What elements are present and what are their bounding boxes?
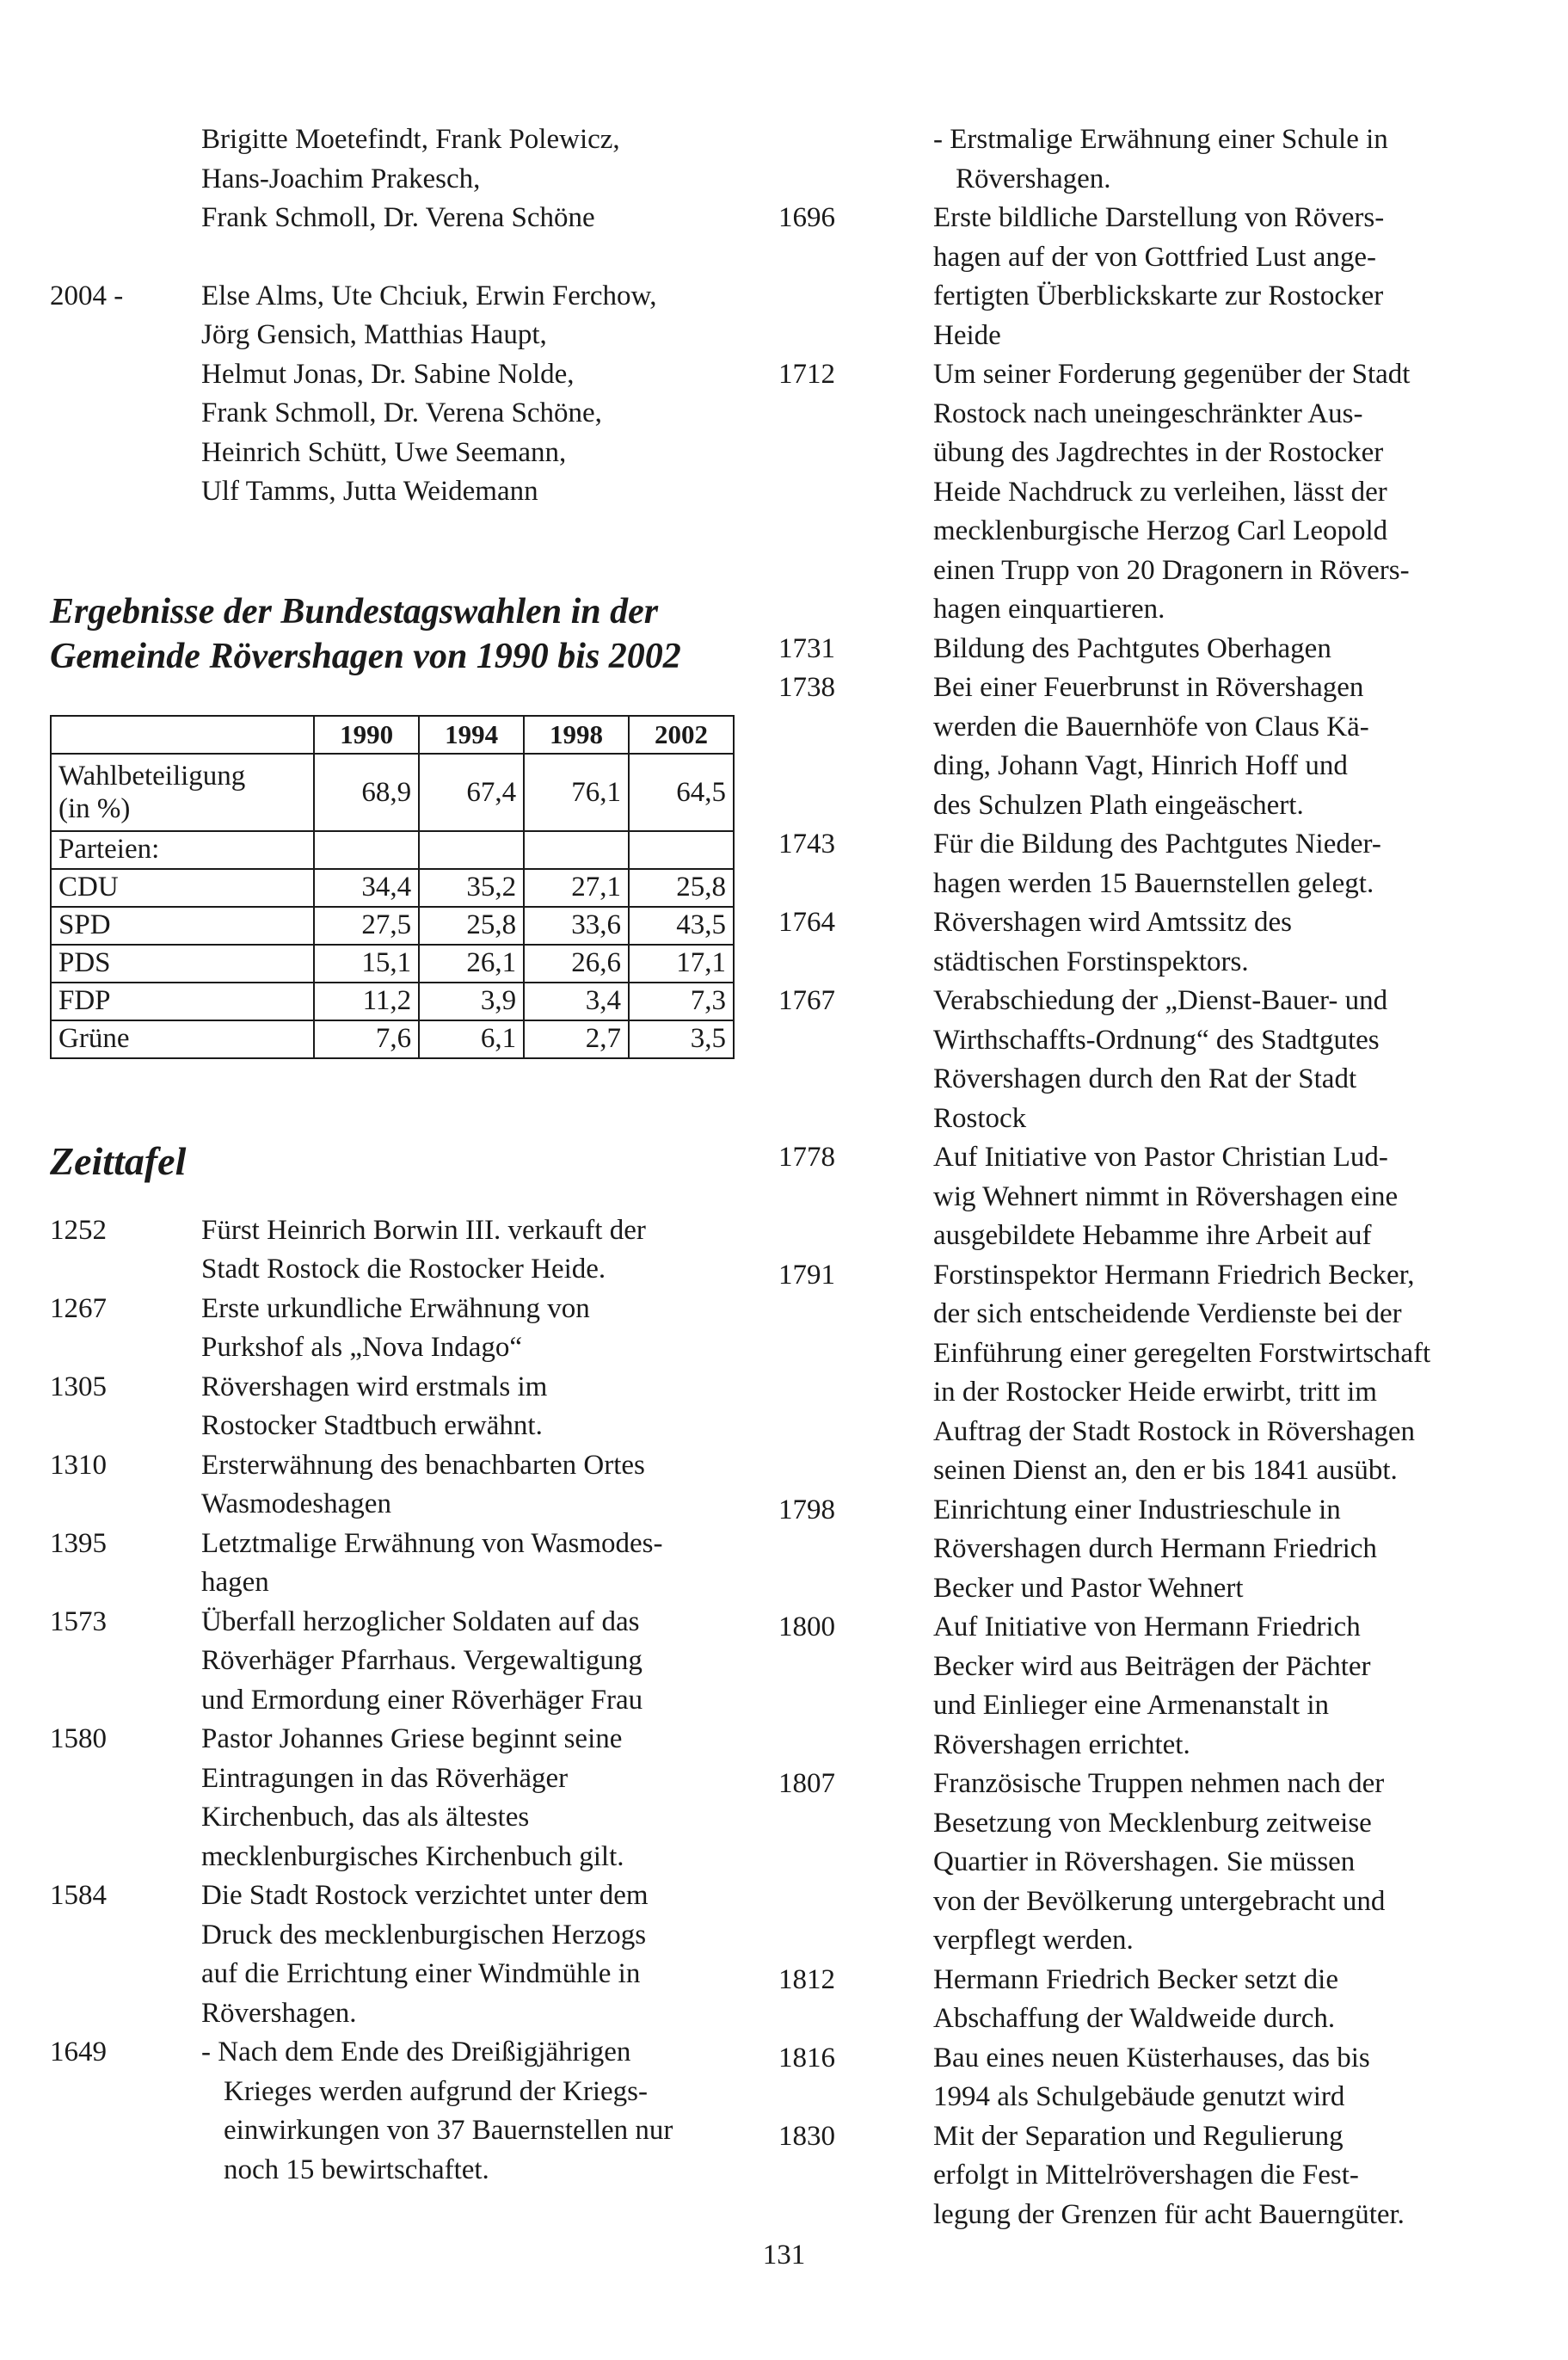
turnout-row [51,754,734,831]
text-line: und Einlieger eine Armenanstalt in [933,1690,1330,1721]
text-line: - Nach dem Ende des Dreißigjährigen [201,2037,631,2067]
text-line: Rostock nach uneingeschränkter Aus- [933,397,1363,429]
text-line: Druck des mecklenburgischen Herzogs [201,1919,647,1950]
timeline-entry [778,1491,1479,1609]
timeline-entry [50,1603,738,1721]
year-header: 1998 [524,716,629,754]
text-line: Becker wird aus Beiträgen der Pächter [933,1650,1371,1682]
text-line: von der Bevölkerung untergebracht und [933,1885,1386,1917]
text-line: Rövershagen. [201,1997,357,2029]
text-line: Einrichtung einer Industrieschule in [933,1494,1341,1525]
timeline-text [933,1961,1479,2039]
text-line: Auf Initiative von Pastor Christian Lud- [933,1142,1388,1173]
party-name: SPD [51,907,314,945]
turnout-value: 68,9 [314,754,419,831]
text-line: Jörg Gensich, Matthias Haupt, [201,319,547,350]
member-group-2004 [50,277,738,512]
text-line: Um seiner Forderung gegenüber der Stadt [933,359,1411,390]
timeline-year: 1778 [778,1142,835,1173]
text-line: Forstinspektor Hermann Friedrich Becker, [933,1259,1415,1291]
text-line: Auf Initiative von Hermann Friedrich [933,1611,1361,1642]
table-corner-cell [51,716,314,754]
text-line: noch 15 bewirtschaftet. [224,2154,489,2185]
timeline-year: 1310 [50,1449,107,1481]
text-line: Becker und Pastor Wehnert [933,1572,1244,1604]
timeline-entry [50,1720,738,1876]
year-header: 1990 [314,716,419,754]
text-line: Rövershagen. [956,163,1111,194]
timeline-year: 1252 [50,1214,107,1246]
member-names [201,120,738,238]
election-heading [50,589,738,679]
timeline-text [933,1256,1479,1491]
party-row [51,945,734,983]
text-line: Eintragungen in das Röverhäger [201,1762,569,1794]
timeline-entry [778,669,1479,825]
text-line: fertigten Überblickskarte zur Rostocker [933,280,1384,311]
timeline-entry [50,1876,738,2033]
text-line: Stadt Rostock die Rostocker Heide. [201,1254,606,1285]
turnout-value: 76,1 [524,754,629,831]
timeline-text [933,1138,1479,1256]
party-value: 15,1 [314,945,419,983]
timeline-text [933,630,1479,669]
text-line: Auftrag der Stadt Rostock in Rövershagen [933,1415,1415,1447]
text-line: Abschaffung der Waldweide durch. [933,2003,1336,2034]
timeline-text [201,1368,738,1446]
text-line: Frank Schmoll, Dr. Verena Schöne, [201,397,602,428]
text-line: Bau eines neuen Küsterhauses, das bis [933,2042,1370,2073]
timeline-year: 1743 [778,829,835,860]
member-group-label: 2004 - [50,280,124,311]
election-heading-line-1: Ergebnisse der Bundestagswahlen in der [50,591,659,632]
text-line: des Schulzen Plath eingeäschert. [933,789,1304,821]
text-line: Besetzung von Mecklenburg zeitweise [933,1807,1372,1839]
timeline-text [933,120,1479,199]
timeline-year: 1812 [778,1963,835,1995]
timeline-text [201,1290,738,1368]
text-line: Letztmalige Erwähnung von Wasmodes- [201,1527,663,1559]
left-column [50,120,738,2190]
party-value: 17,1 [629,945,734,983]
text-line: Erste urkundliche Erwähnung von [201,1292,590,1324]
text-line: auf die Errichtung einer Windmühle in [201,1958,641,1989]
party-row [51,907,734,945]
party-name: Grüne [51,1020,314,1058]
text-line: Rövershagen wird erstmals im [201,1371,548,1402]
text-line: Kirchenbuch, das als ältestes [201,1802,530,1833]
party-value: 3,5 [629,1020,734,1058]
text-line: ding, Johann Vagt, Hinrich Hoff und [933,750,1348,781]
turnout-value: 67,4 [419,754,524,831]
election-results-table [50,715,735,1059]
timeline-text [933,982,1479,1138]
text-line: erfolgt in Mittelrövershagen die Fest- [933,2160,1359,2191]
party-value: 27,1 [524,869,629,907]
timeline-entry [50,1446,738,1525]
timeline-year: 1800 [778,1611,835,1642]
party-value: 43,5 [629,907,734,945]
text-line: Purkshof als „Nova Indago“ [201,1332,522,1363]
turnout-value: 64,5 [629,754,734,831]
party-row [51,1020,734,1058]
timeline-entry [778,2039,1479,2117]
party-value: 7,3 [629,983,734,1020]
member-names [201,277,738,512]
text-line: verpflegt werden. [933,1925,1134,1956]
party-value: 26,6 [524,945,629,983]
text-line: Überfall herzoglicher Soldaten auf das [201,1605,640,1637]
timeline-entry [778,355,1479,630]
party-value: 6,1 [419,1020,524,1058]
text-line: der sich entscheidende Verdienste bei der [933,1298,1402,1329]
text-line: Ulf Tamms, Jutta Weidemann [201,476,538,507]
timeline-entry [50,1290,738,1368]
text-line: 1994 als Schulgebäude genutzt wird [933,2081,1345,2112]
text-line: übung des Jagdrechtes in der Rostocker [933,437,1384,468]
timeline-text [933,669,1479,825]
party-value: 3,4 [524,983,629,1020]
timeline-text [201,1211,738,1290]
text-line: Heide Nachdruck zu verleihen, lässt der [933,476,1387,508]
timeline-text [933,903,1479,982]
party-value: 7,6 [314,1020,419,1058]
party-value: 27,5 [314,907,419,945]
timeline-year: 1305 [50,1371,107,1402]
timeline-year: 1767 [778,985,835,1016]
timeline-year: 1791 [778,1259,835,1291]
party-value: 34,4 [314,869,419,907]
timeline-year: 1738 [778,672,835,703]
timeline-entry [778,903,1479,982]
party-name: PDS [51,945,314,983]
text-line: Rostock [933,1102,1027,1134]
timeline-entry [50,2033,738,2190]
timeline-year: 1712 [778,359,835,390]
text-line: Brigitte Moetefindt, Frank Polewicz, [201,124,620,155]
timeline-entry [778,2117,1479,2235]
timeline-year: 1584 [50,1880,107,1911]
text-line: Rövershagen durch Hermann Friedrich [933,1533,1377,1564]
timeline-entry [778,1138,1479,1256]
party-value: 3,9 [419,983,524,1020]
table-header-row [51,716,734,754]
text-line: hagen [201,1567,269,1598]
text-line: Rövershagen wird Amtssitz des [933,907,1293,938]
text-line: hagen einquartieren. [933,594,1165,625]
timeline-entry [778,199,1479,355]
timeline-entry [778,1608,1479,1765]
party-value: 25,8 [629,869,734,907]
text-line: seinen Dienst an, den er bis 1841 ausübt. [933,1455,1398,1486]
text-line: Krieges werden aufgrund der Kriegs- [224,2075,648,2107]
text-line: mecklenburgische Herzog Carl Leopold [933,515,1388,546]
text-line: Französische Truppen nehmen nach der [933,1768,1385,1799]
timeline-year: 1807 [778,1768,835,1799]
text-line: Die Stadt Rostock verzichtet unter dem [201,1880,649,1911]
timeline-entry [50,1368,738,1446]
text-line: hagen werden 15 Bauernstellen gelegt. [933,867,1374,899]
timeline-year: 1816 [778,2042,835,2073]
text-line: und Ermordung einer Röverhäger Frau [201,1684,643,1716]
party-value: 25,8 [419,907,524,945]
member-group-1 [50,120,738,238]
text-line: Hermann Friedrich Becker setzt die [933,1963,1338,1995]
timeline-right-list [778,120,1479,2234]
party-value: 33,6 [524,907,629,945]
party-row [51,869,734,907]
page-number: 131 [762,2240,806,2271]
text-line: Wirthschaffts-Ordnung“ des Stadtgutes [933,1024,1380,1056]
text-line: Rövershagen durch den Rat der Stadt [933,1063,1357,1094]
timeline-year: 1580 [50,1723,107,1754]
party-value: 11,2 [314,983,419,1020]
year-header: 2002 [629,716,734,754]
timeline-text [201,1603,738,1721]
party-name: FDP [51,983,314,1020]
timeline-text [201,1720,738,1876]
timeline-text [201,1876,738,2033]
timeline-text [933,1491,1479,1609]
text-line: Frank Schmoll, Dr. Verena Schöne [201,202,595,233]
timeline-text [933,825,1479,903]
timeline-entry [778,1765,1479,1961]
timeline-text [933,355,1479,630]
text-line: mecklenburgisches Kirchenbuch gilt. [201,1840,624,1872]
timeline-text [933,199,1479,355]
text-line: Für die Bildung des Pachtgutes Nieder- [933,829,1381,860]
text-line: hagen auf der von Gottfried Lust ange- [933,241,1376,273]
timeline-year: 1649 [50,2037,107,2067]
text-line: Bei einer Feuerbrunst in Rövershagen [933,672,1364,703]
text-line: Mit der Separation und Regulierung [933,2120,1344,2152]
text-line: legung der Grenzen für acht Bauerngüter. [933,2198,1405,2230]
text-line: städtischen Forstinspektors. [933,946,1249,977]
timeline-year: 1731 [778,632,835,664]
timeline-entry [778,982,1479,1138]
text-line: Fürst Heinrich Borwin III. verkauft der [201,1214,646,1246]
party-value: 35,2 [419,869,524,907]
parties-label: Parteien: [51,831,314,869]
text-line: Verabschiedung der „Dienst-Bauer- und [933,985,1388,1016]
party-value: 26,1 [419,945,524,983]
text-line: ausgebildete Hebamme ihre Arbeit auf [933,1220,1372,1251]
text-line: einwirkungen von 37 Bauernstellen nur [224,2115,673,2146]
text-line: Rövershagen errichtet. [933,1728,1190,1760]
timeline-text [933,1608,1479,1765]
text-line: Pastor Johannes Griese beginnt seine [201,1723,623,1754]
timeline-entry [778,120,1479,199]
timeline-left-list [50,1211,738,2191]
timeline-entry [50,1211,738,1290]
text-line: werden die Bauernhöfe von Claus Kä- [933,711,1369,743]
text-line: Einführung einer geregelten Forstwirtschaft [933,1337,1431,1369]
text-line: in der Rostocker Heide erwirbt, tritt im [933,1377,1377,1408]
timeline-text [933,2117,1479,2235]
party-row [51,983,734,1020]
timeline-year: 1764 [778,907,835,938]
text-line: Röverhäger Pfarrhaus. Vergewaltigung [201,1645,643,1676]
timeline-entry [778,1961,1479,2039]
timeline-entry [50,1525,738,1603]
parties-label-row [51,831,734,869]
timeline-year: 1573 [50,1605,107,1637]
text-line: Wasmodeshagen [201,1488,391,1519]
election-heading-line-2: Gemeinde Rövershagen von 1990 bis 2002 [50,636,681,676]
timeline-text [201,1525,738,1603]
text-line: Hans-Joachim Prakesch, [201,163,481,194]
timeline-text [201,2033,738,2190]
timeline-heading: Zeittafel [50,1138,187,1183]
timeline-year: 1267 [50,1292,107,1324]
timeline-entry [778,1256,1479,1491]
text-line: Helmut Jonas, Dr. Sabine Nolde, [201,358,575,390]
timeline-text [201,1446,738,1525]
timeline-year: 1830 [778,2120,835,2152]
text-line: wig Wehnert nimmt in Rövershagen eine [933,1180,1399,1212]
timeline-year: 1395 [50,1527,107,1559]
timeline-entry [778,825,1479,903]
timeline-text [933,2039,1479,2117]
text-line: einen Trupp von 20 Dragonern in Rövers- [933,554,1410,586]
party-name: CDU [51,869,314,907]
timeline-text [933,1765,1479,1961]
text-line: - Erstmalige Erwähnung einer Schule in [933,124,1388,155]
timeline-year: 1696 [778,202,835,233]
text-line: Bildung des Pachtgutes Oberhagen [933,632,1331,664]
text-line: Rostocker Stadtbuch erwähnt. [201,1410,543,1441]
text-line: Heide [933,319,1001,351]
text-line: Ersterwähnung des benachbarten Ortes [201,1449,645,1481]
party-value: 2,7 [524,1020,629,1058]
text-line: Erste bildliche Darstellung von Rövers- [933,202,1385,233]
year-header: 1994 [419,716,524,754]
text-line: Heinrich Schütt, Uwe Seemann, [201,436,567,468]
text-line: Else Alms, Ute Chciuk, Erwin Ferchow, [201,280,657,311]
text-line: Quartier in Rövershagen. Sie müssen [933,1846,1356,1877]
timeline-year: 1798 [778,1494,835,1525]
timeline-entry [778,630,1479,669]
turnout-label: Wahlbeteiligung (in %) [51,754,314,831]
